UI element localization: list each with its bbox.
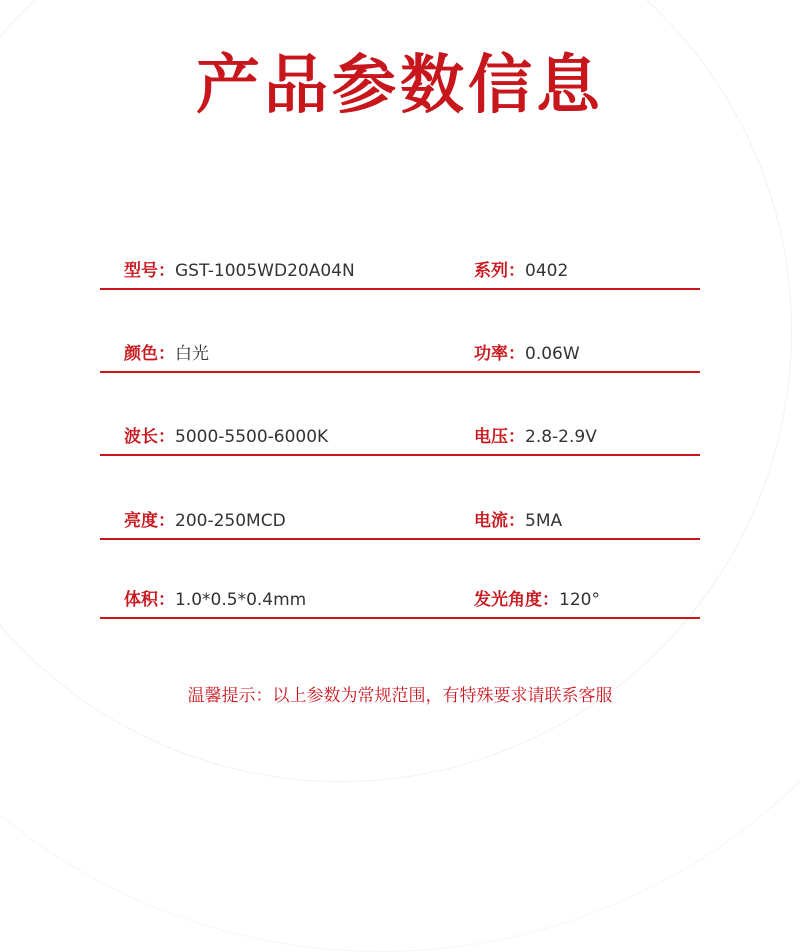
param-value: 200-250MCD [175,511,286,531]
param-label: 系列： [474,261,525,281]
param-value: 1.0*0.5*0.4mm [175,590,307,610]
row-divider [100,454,700,456]
param-label: 型号： [124,261,175,281]
param-series [474,260,568,282]
footer-note: 温馨提示：以上参数为常规范围，有特殊要求请联系客服 [187,686,613,706]
param-brightness [124,510,286,532]
param-row [100,589,700,619]
param-wavelength [124,426,328,448]
param-row [100,343,700,373]
page-title: 产品参数信息 [196,49,604,123]
param-label: 功率： [474,344,525,364]
param-size [124,589,306,611]
param-voltage [474,426,597,448]
param-row [100,426,700,456]
param-color [124,343,209,365]
param-value: 120° [559,590,600,610]
param-label: 波长： [124,427,175,447]
param-value: 0402 [525,261,569,281]
row-divider [100,371,700,373]
param-value: 白光 [175,344,209,364]
param-row [100,260,700,290]
param-label: 体积： [124,590,175,610]
param-value: 2.8-2.9V [525,427,597,447]
param-label: 亮度： [124,511,175,531]
param-value: 0.06W [525,344,580,364]
param-value: 5MA [525,511,563,531]
row-divider [100,617,700,619]
param-label: 发光角度： [474,590,559,610]
param-current [474,510,562,532]
param-label: 颜色： [124,344,175,364]
param-model [124,260,355,282]
row-divider [100,538,700,540]
param-label: 电流： [474,511,525,531]
param-value: GST-1005WD20A04N [175,261,355,281]
param-value: 5000-5500-6000K [175,427,329,447]
param-label: 电压： [474,427,525,447]
param-power [474,343,580,365]
param-beam-angle [474,589,600,611]
param-row [100,510,700,540]
row-divider [100,288,700,290]
